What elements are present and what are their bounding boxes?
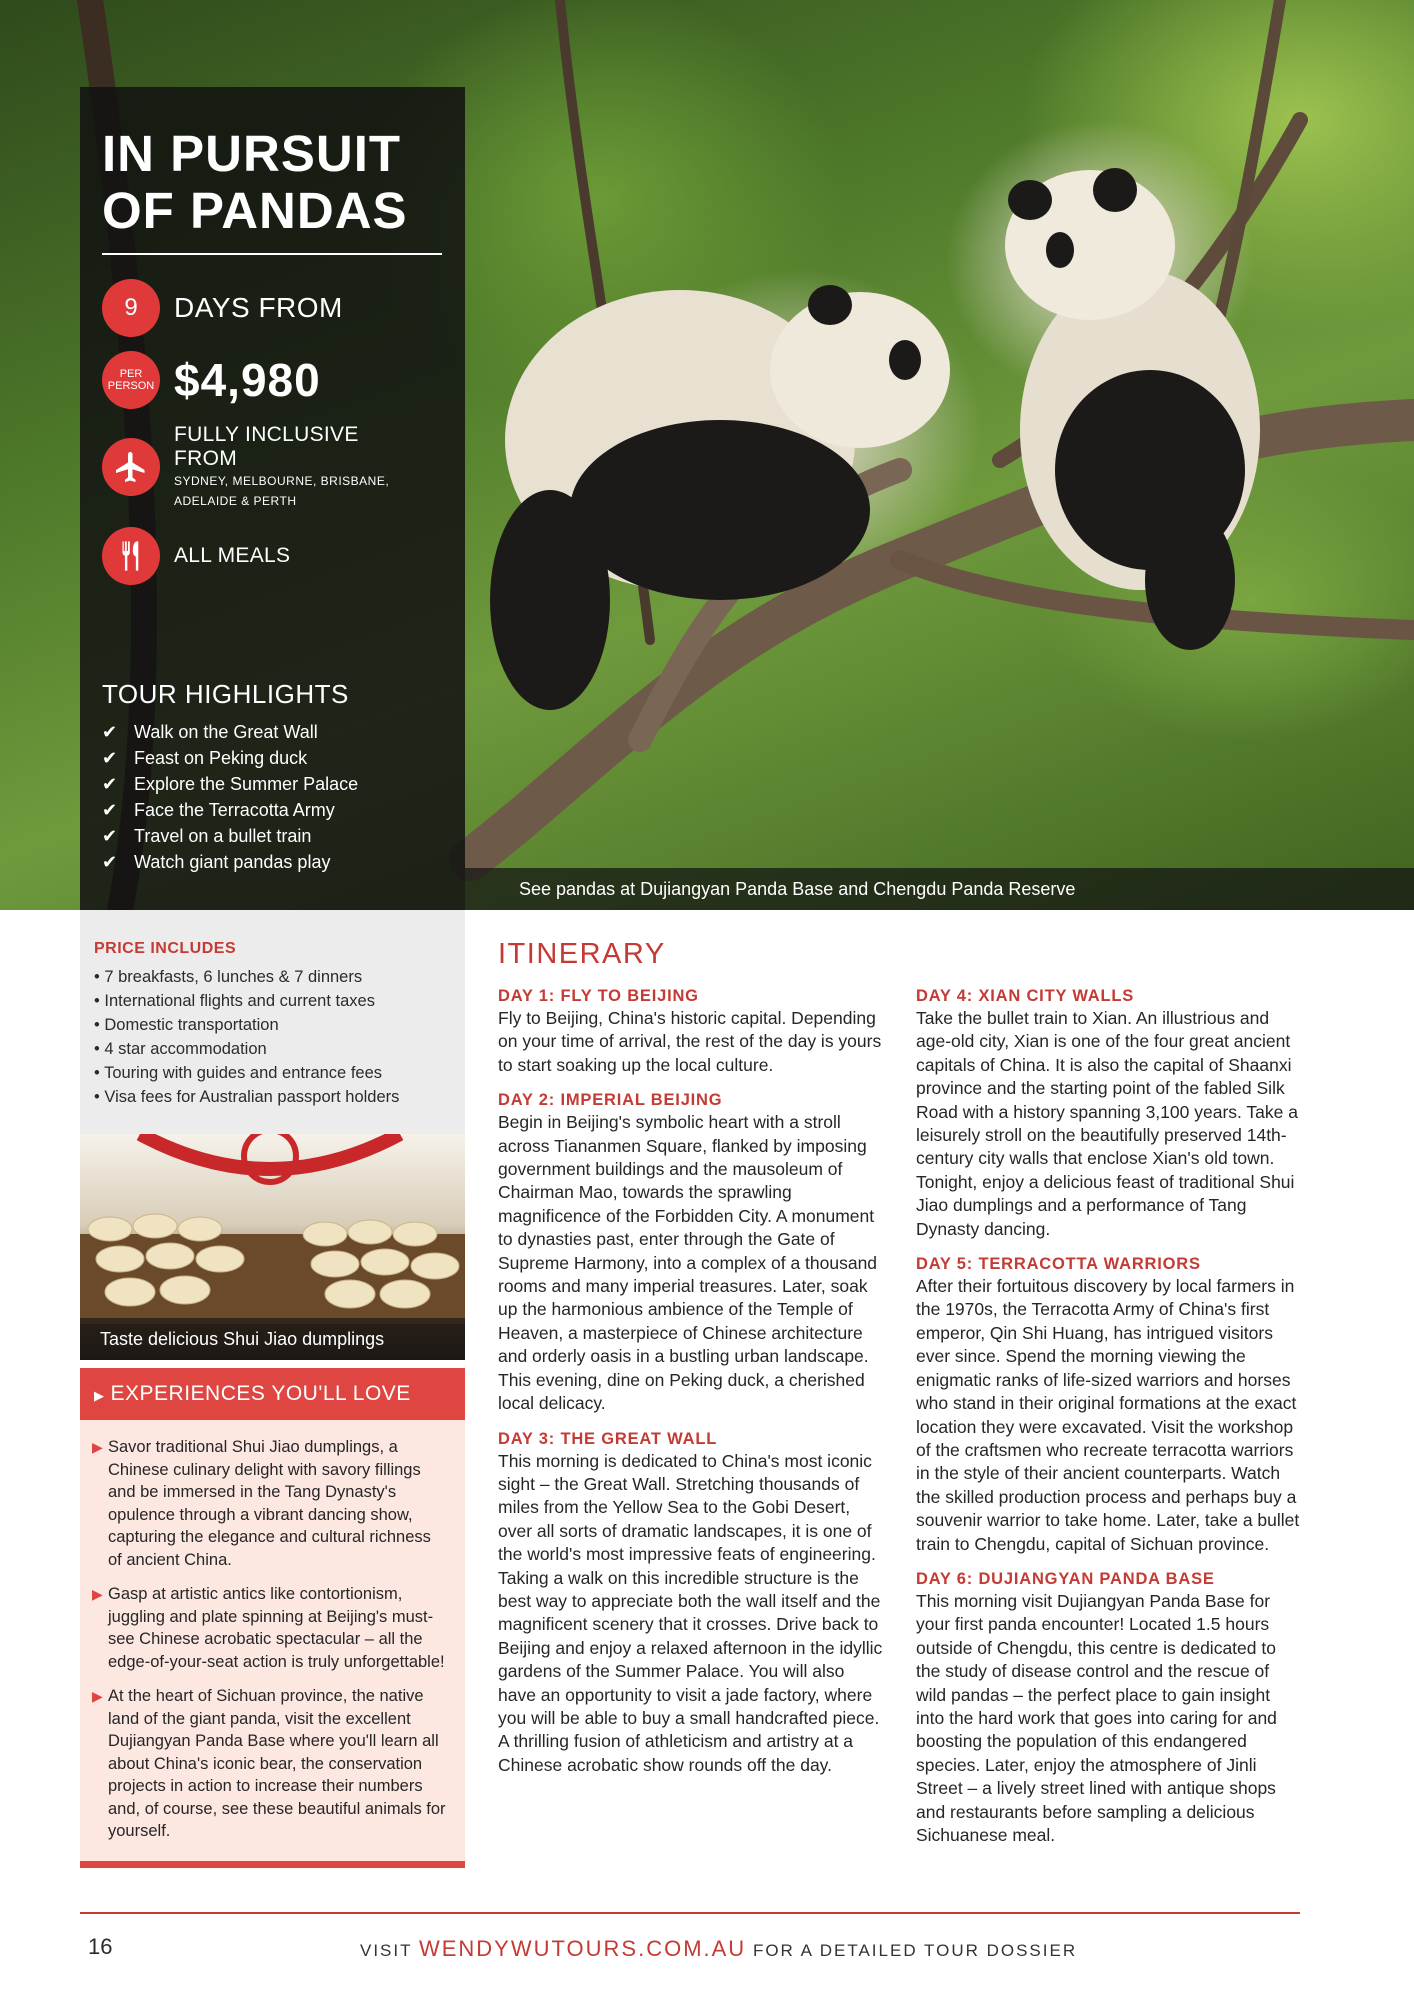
price-includes-box — [80, 910, 465, 1134]
dumpling-photo — [80, 1134, 465, 1360]
day-title: DAY 4: XIAN CITY WALLS — [916, 987, 1135, 1005]
footer-cta — [360, 1936, 1077, 1962]
check-icon: ✔ — [102, 748, 118, 768]
arrow-icon: ▶ — [92, 1439, 103, 1455]
arrow-icon: ▶ — [92, 1586, 103, 1602]
check-icon: ✔ — [102, 800, 118, 820]
page-number: 16 — [88, 1934, 113, 1959]
day-title: DAY 3: THE GREAT WALL — [498, 1429, 718, 1448]
list-item: ✔ Feast on Peking duck — [102, 745, 358, 771]
price-includes-list — [94, 965, 451, 1109]
days-label: DAYS FROM — [174, 292, 343, 323]
footer-suffix: FOR A DETAILED TOUR DOSSIER — [752, 1941, 1078, 1960]
itinerary-heading: ITINERARY — [498, 938, 666, 970]
hero-photo — [0, 0, 1414, 910]
experiences-heading: ▶ EXPERIENCES YOU'LL LOVE — [80, 1368, 465, 1420]
experiences-box — [80, 1420, 465, 1868]
check-icon: ✔ — [102, 826, 118, 846]
list-item: • Visa fees for Australian passport holders — [94, 1085, 451, 1109]
day-title: DAY 1: FLY TO BEIJING — [498, 987, 699, 1005]
day-text: Fly to Beijing, China's historic capital. Depending on your time of arrival, the rest of the day is yours to start soaking up the local culture. — [498, 1008, 882, 1075]
meals-label: ALL MEALS — [174, 544, 291, 567]
footer-visit: VISIT — [360, 1941, 413, 1960]
photo-caption: See pandas at Dujiangyan Panda Base and Chengdu Panda Reserve — [465, 868, 1414, 910]
highlights-heading: TOUR HIGHLIGHTS — [102, 679, 349, 709]
itinerary-day — [916, 1568, 1301, 1847]
page-title: IN PURSUIT OF PANDAS — [102, 125, 442, 255]
list-item: ✔ Walk on the Great Wall — [102, 719, 358, 745]
list-item: ▶ Savor traditional Shui Jiao dumplings, a Chinese culinary delight with savory fillings and be immersed in the Tang Dynasty's opulence through a vibrant dancing show, capturing the elegance and cultural richness of ancient China. — [92, 1436, 447, 1571]
tour-summary-panel — [80, 87, 465, 910]
list-item: ▶ At the heart of Sichuan province, the native land of the giant panda, visit the excellent Dujiangyan Panda Base where you'll learn all about China's iconic bear, the conservation projects in action to increase their numbers and, of course, see these beautiful animals for yourself. — [92, 1685, 447, 1843]
itinerary-column-left — [498, 985, 883, 1789]
itinerary-day — [498, 1089, 883, 1415]
day-text: This morning visit Dujiangyan Panda Base for your first panda encounter! Located 1.5 hours outside of Chengdu, this centre is dedicated to the study of disease control and the rescue of wild pandas – the perfect place to gain insight into the hard work that goes into caring for and boosting the population of this endangered species. Later, enjoy the atmosphere of Jinli Street – a lively street lined with antique shops and restaurants before sampling a delicious Sichuanese meal. — [916, 1590, 1277, 1845]
day-title: DAY 6: DUJIANGYAN PANDA BASE — [916, 1569, 1215, 1588]
list-item: ✔ Watch giant pandas play — [102, 849, 358, 875]
day-text: This morning is dedicated to China's most iconic sight – the Great Wall. Stretching thousands of miles from the Yellow Sea to the Gobi Desert, over all sorts of dramatic landscapes, it is one of the world's most impressive feats of engineering. Taking a walk on this incredible structure is the best way to appreciate both the wall itself and the magnificent scenery that it crosses. Drive back to Beijing and enjoy a relaxed afternoon in the idyllic gardens of the Summer Palace. You will also have an opportunity to visit a jade factory, where you will be able to buy a small handcrafted piece. A thrilling fusion of athleticism and artistry at a Chinese acrobatic show rounds off the day. — [498, 1450, 883, 1775]
check-icon: ✔ — [102, 774, 118, 794]
inclusive-label: FULLY INCLUSIVE FROM — [174, 423, 359, 470]
arrow-icon: ▶ — [92, 1688, 103, 1704]
day-title: DAY 2: IMPERIAL BEIJING — [498, 1091, 723, 1110]
cutlery-icon — [102, 527, 160, 585]
website-link[interactable]: WENDYWUTOURS.COM.AU — [418, 1936, 747, 1961]
day-text: Begin in Beijing's symbolic heart with a stroll across Tiananmen Square, flanked by imposing government buildings and the mausoleum of Chairman Mao, towards the sprawling magnificence of the Forbidden City. A monument to dynasties past, enter through the Gate of Supreme Harmony, into a complex of a thousand rooms and many imperial treasures. Later, soak up the harmonious ambience of the Temple of Heaven, a masterpiece of Chinese architecture and orderly oasis in a bustling urban landscape. This evening, dine on Peking duck, a cherished local delicacy. — [498, 1112, 878, 1414]
itinerary-day — [498, 985, 883, 1077]
list-item: • International flights and current taxes — [94, 989, 451, 1013]
inclusive-row — [102, 423, 443, 511]
price-value: $4,980 — [174, 354, 321, 406]
list-item: ▶ Gasp at artistic antics like contortionism, juggling and plate spinning at Beijing's must-see Chinese acrobatic spectacular – all the edge-of-your-seat action is truly unforgettable! — [92, 1583, 447, 1673]
day-text: Take the bullet train to Xian. An illustrious and age-old city, Xian is one of the four great ancient capitals of China. It is also the capital of Shaanxi province and the starting point of the fabled Silk Road with a history spanning 3,100 years. Take a leisurely stroll on the beautifully preserved 14th-century city walls that enclose Xian's old town. Tonight, enjoy a delicious feast of traditional Shui Jiao dumplings and a performance of Tang Dynasty dancing. — [916, 1008, 1298, 1239]
meals-row — [102, 527, 443, 585]
triangle-icon: ▶ — [94, 1388, 105, 1403]
per-person-badge: PER PERSON — [102, 351, 160, 409]
list-item: • 7 breakfasts, 6 lunches & 7 dinners — [94, 965, 451, 989]
list-item: • Domestic transportation — [94, 1013, 451, 1037]
list-item: ✔ Travel on a bullet train — [102, 823, 358, 849]
list-item: ✔ Face the Terracotta Army — [102, 797, 358, 823]
days-badge: 9 — [102, 279, 160, 337]
list-item: • 4 star accommodation — [94, 1037, 451, 1061]
itinerary-day — [916, 985, 1301, 1241]
check-icon: ✔ — [102, 722, 118, 742]
day-title: DAY 5: TERRACOTTA WARRIORS — [916, 1255, 1201, 1274]
price-includes-heading: PRICE INCLUDES — [94, 940, 237, 957]
dumpling-caption: Taste delicious Shui Jiao dumplings — [80, 1318, 465, 1360]
itinerary-column-right — [916, 985, 1301, 1859]
day-text: After their fortuitous discovery by local farmers in the 1970s, the Terracotta Army of China's first emperor, Qin Shi Huang, has intrigued visitors ever since. Spend the morning viewing the enigmatic ranks of life-sized warriors and horses who stand in their original formations at the exact location they were excavated. Visit the workshop of the craftsmen who recreate terracotta warriors in the style of their ancient counterparts. Watch the skilled production process and perhaps buy a souvenir warrior to take home. Later, take a bullet train to Chengdu, capital of Sichuan province. — [916, 1276, 1300, 1554]
duration-row — [102, 279, 443, 337]
airplane-icon — [102, 438, 160, 496]
price-row — [102, 351, 443, 409]
itinerary-day — [916, 1253, 1301, 1556]
itinerary-day — [498, 1428, 883, 1778]
list-item: ✔ Explore the Summer Palace — [102, 771, 358, 797]
check-icon: ✔ — [102, 852, 118, 872]
departure-cities: SYDNEY, MELBOURNE, BRISBANE, ADELAIDE & PERTH — [174, 474, 390, 508]
highlights-list — [102, 719, 358, 875]
footer-divider — [80, 1912, 1300, 1914]
list-item: • Touring with guides and entrance fees — [94, 1061, 451, 1085]
